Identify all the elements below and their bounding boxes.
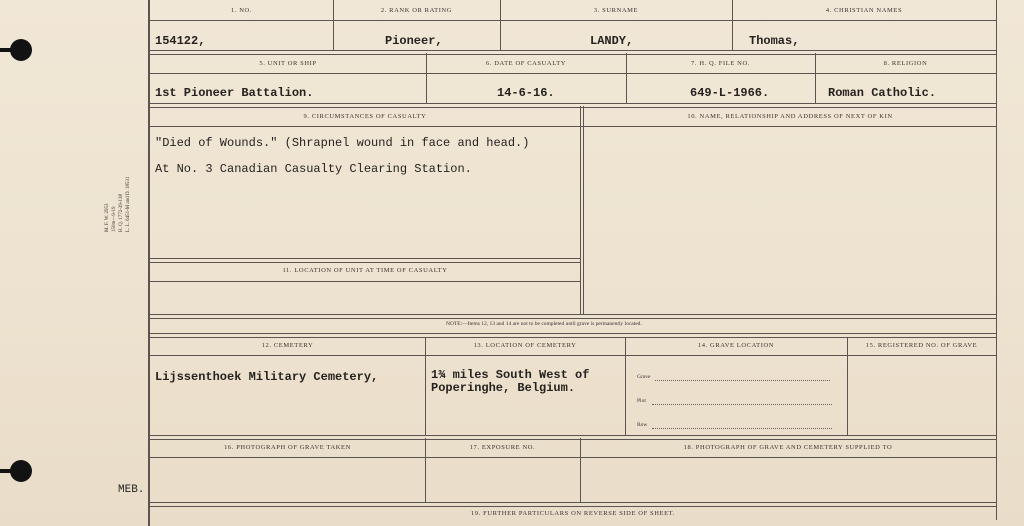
value-surname: LANDY, <box>590 34 634 48</box>
row1-bottom-rule <box>150 50 996 55</box>
row4-divider-2 <box>625 337 626 435</box>
value-hq-file: 649-L-1966. <box>690 86 770 100</box>
form-code-line-3: H. Q. 1772-39-138 <box>119 193 124 232</box>
row6-top-rule <box>150 502 996 507</box>
label-registered-no: 15. REGISTERED NO. OF GRAVE <box>865 342 978 349</box>
location-unit-top-rule <box>150 258 580 263</box>
label-photo-supplied: 18. PHOTOGRAPH OF GRAVE AND CEMETERY SUPPLIED TO <box>683 444 893 451</box>
label-no: 1. NO. <box>230 7 253 14</box>
value-christian-names: Thomas, <box>749 34 800 48</box>
row4-divider-3 <box>847 337 848 435</box>
row3-divider <box>580 106 581 314</box>
value-circumstances-line-2: At No. 3 Canadian Casualty Clearing Station. <box>155 162 472 176</box>
label-date: 6. DATE OF CASUALTY <box>485 60 567 67</box>
label-next-of-kin: 10. NAME, RELATIONSHIP AND ADDRESS OF NEXT OF KIN <box>687 113 893 120</box>
form-code-line-2: 150m—9-19 <box>112 206 117 232</box>
row3-divider-2 <box>583 106 584 314</box>
label-location-of-cemetery: 13. LOCATION OF CEMETERY <box>473 342 577 349</box>
location-unit-rule <box>150 281 580 282</box>
row4-divider-1 <box>425 337 426 435</box>
label-location-of-unit: 11. LOCATION OF UNIT AT TIME OF CASUALTY <box>282 267 448 274</box>
label-christian-names: 4. CHRISTIAN NAMES <box>825 7 903 14</box>
value-no: 154122, <box>155 34 206 48</box>
right-border <box>996 0 997 520</box>
row4-rule <box>150 355 996 356</box>
form-code-line-4: L. L. 6451-M and D. 18531 <box>126 176 131 232</box>
value-religion: Roman Catholic. <box>828 86 937 100</box>
value-location-cemetery-line-2: Poperinghe, Belgium. <box>431 381 576 395</box>
label-rank: 2. RANK OR RATING <box>380 7 453 14</box>
value-circumstances-line-1: "Died of Wounds." (Shrapnel wound in face and head.) <box>155 136 530 150</box>
value-cemetery: Lijssenthoek Military Cemetery, <box>155 370 379 384</box>
note-text: NOTE:—Items 12, 13 and 14 are not to be completed until grave is permanently located. <box>446 321 642 327</box>
punch-hole-bottom-stub <box>0 469 14 473</box>
value-unit: 1st Pioneer Battalion. <box>155 86 314 100</box>
label-unit: 5. UNIT OR SHIP <box>259 60 317 67</box>
row3-rule <box>150 126 996 127</box>
label-further-particulars: 19. FURTHER PARTICULARS ON REVERSE SIDE OF SHEET. <box>471 510 675 517</box>
row5-rule <box>150 457 996 458</box>
initials: MEB. <box>118 484 145 496</box>
note-top-rule <box>150 314 996 319</box>
value-rank: Pioneer, <box>385 34 443 48</box>
plot-dotted-line <box>652 404 832 405</box>
label-hq-file: 7. H. Q. FILE NO. <box>691 60 750 67</box>
grave-dotted-line <box>655 380 830 381</box>
punch-hole-top-stub <box>0 48 14 52</box>
row-label: Row <box>637 422 648 428</box>
label-cemetery: 12. CEMETERY <box>261 342 314 349</box>
row5-top-rule <box>150 435 996 440</box>
row1-rule <box>150 20 996 21</box>
label-photo-taken: 16. PHOTOGRAPH OF GRAVE TAKEN <box>224 444 351 451</box>
plot-label: Plot <box>637 398 646 404</box>
label-grave-location: 14. GRAVE LOCATION <box>697 342 775 349</box>
label-surname: 3. SURNAME <box>593 7 639 14</box>
label-exposure-no: 17. EXPOSURE NO. <box>469 444 536 451</box>
form-code-side-text <box>104 172 132 232</box>
label-circumstances: 9. CIRCUMSTANCES OF CASUALTY <box>303 113 427 120</box>
grave-label: Grave <box>637 374 651 380</box>
value-date: 14-6-16. <box>497 86 555 100</box>
row2-bottom-rule <box>150 103 996 108</box>
note-bottom-rule <box>150 333 996 338</box>
label-religion: 8. RELIGION <box>883 60 928 67</box>
row2-rule <box>150 73 996 74</box>
form-code-line-1: M. F. W. 2953 <box>105 203 110 232</box>
row-dotted-line <box>652 428 832 429</box>
value-location-cemetery-line-1: 1¾ miles South West of <box>431 368 590 382</box>
